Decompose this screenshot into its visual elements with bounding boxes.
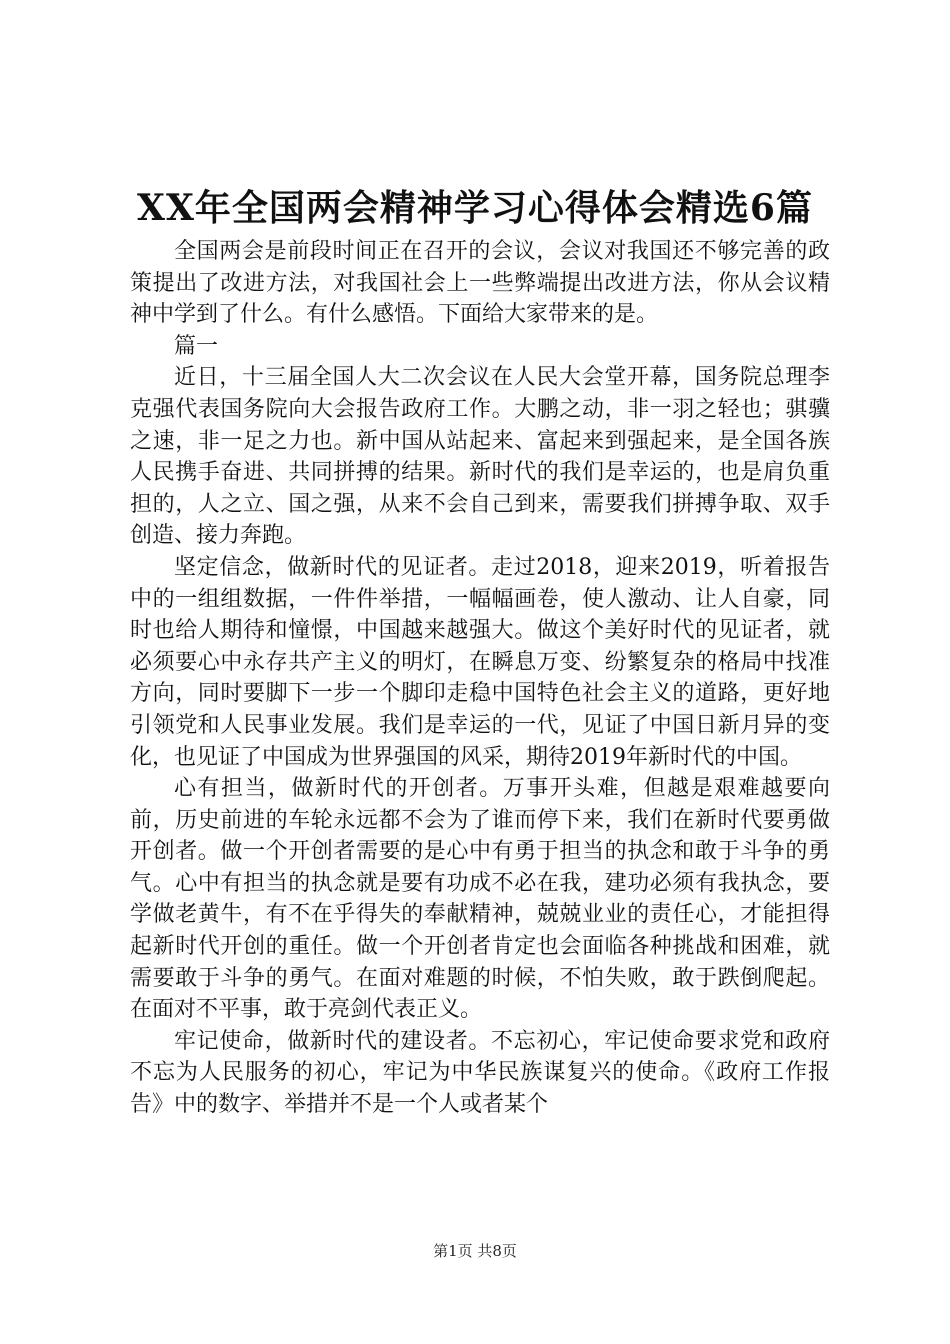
document-title: XX年全国两会精神学习心得体会精选6篇 [137, 187, 813, 229]
section-heading: 篇一 [174, 333, 219, 359]
body-paragraph: 坚定信念，做新时代的见证者。走过2018，迎来2019，听着报告中的一组组数据，一件件举措，一幅幅画卷，使人激动、让人自豪，同时也给人期待和憧憬，中国越来越强大。做这个美好时代的见证者，就必须要心中永存共产主义的明灯，在瞬息万变、纷繁复杂的格局中找准方向，同时要脚下一步一个脚印走稳中国特色社会主义的道路，更好地引领党和人民事业发展。我们是幸运的一代，见证了中国日新月异的变化，也见证了中国成为世界强国的风采，期待2019年新时代的中国。 [130, 554, 830, 770]
body-paragraph: 牢记使命，做新时代的建设者。不忘初心，牢记使命要求党和政府不忘为人民服务的初心，牢记为中华民族谋复兴的使命。《政府工作报告》中的数字、举措并不是一个人或者某个 [130, 1028, 830, 1118]
body-paragraph: 近日，十三届全国人大二次会议在人民大会堂开幕，国务院总理李克强代表国务院向大会报告政府工作。大鹏之动，非一羽之轻也；骐骥之速，非一足之力也。新中国从站起来、富起来到强起来，是全国各族人民携手奋进、共同拼搏的结果。新时代的我们是幸运的，也是肩负重担的，人之立、国之强，从来不会自己到来，需要我们拼搏争取、双手创造、接力奔跑。 [130, 365, 830, 549]
intro-paragraph: 全国两会是前段时间正在召开的会议，会议对我国还不够完善的政策提出了改进方法，对我国社会上一些弊端提出改进方法，你从会议精神中学到了什么。有什么感悟。下面给大家带来的是。 [130, 239, 830, 328]
page-number-footer: 第1页 共8页 [433, 1242, 517, 1260]
body-paragraph: 心有担当，做新时代的开创者。万事开头难，但越是艰难越要向前，历史前进的车轮永远都不会为了谁而停下来，我们在新时代要勇做开创者。做一个开创者需要的是心中有勇于担当的执念和敢于斗争的勇气。心中有担当的执念就是要有功成不必在我，建功必须有我执念，要学做老黄牛，有不在乎得失的奉献精神，兢兢业业的责任心，才能担得起新时代开创的重任。做一个开创者肯定也会面临各种挑战和困难，就需要敢于斗争的勇气。在面对难题的时候，不怕失败，敢于跌倒爬起。在面对不平事，敢于亮剑代表正义。 [130, 776, 830, 1023]
document-body [130, 236, 830, 1121]
